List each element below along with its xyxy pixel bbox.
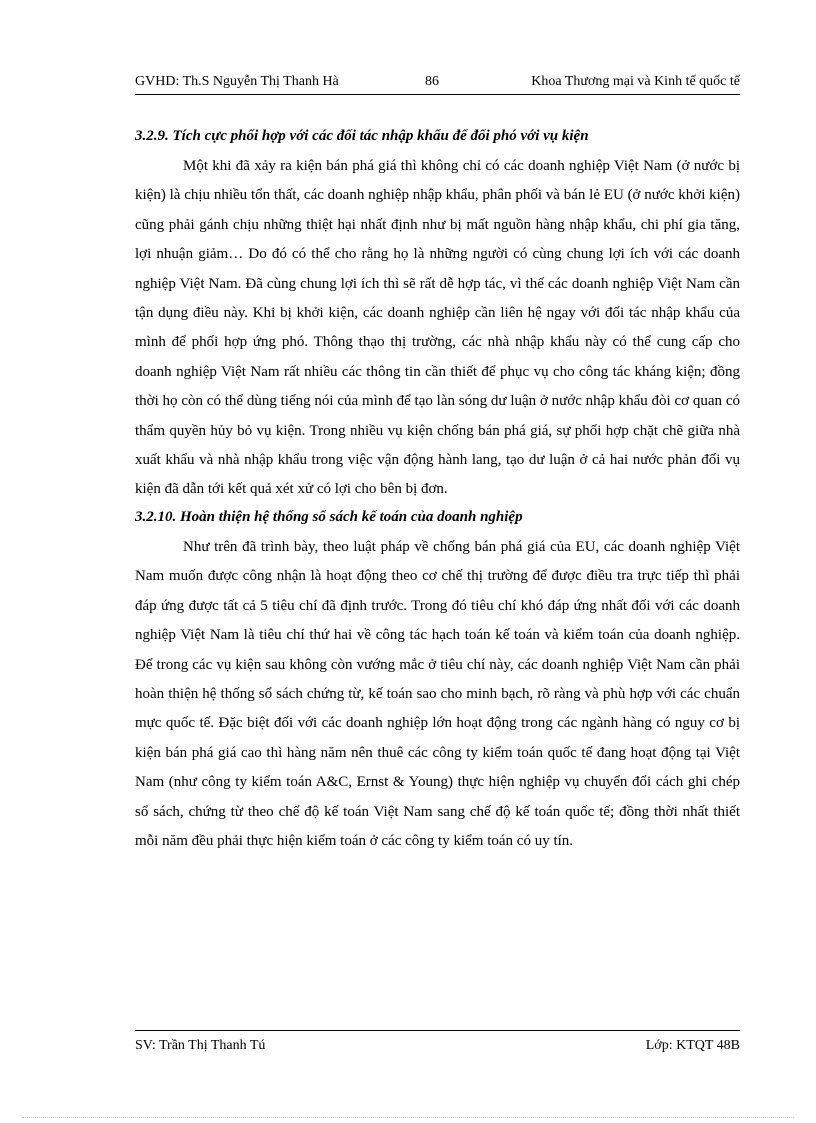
page-body bbox=[135, 126, 740, 856]
page-edge-divider bbox=[22, 1117, 794, 1118]
header-advisor: GVHD: Th.S Nguyễn Thị Thanh Hà bbox=[135, 74, 339, 89]
section-heading-3-2-10: 3.2.10. Hoàn thiện hệ thống sổ sách kế toán của doanh nghiệp bbox=[135, 508, 523, 525]
footer-student: SV: Trần Thị Thanh Tú bbox=[135, 1038, 266, 1053]
footer-class: Lớp: KTQT 48B bbox=[645, 1038, 740, 1053]
page-footer bbox=[135, 1030, 740, 1061]
header-faculty: Khoa Thương mại và Kinh tế quốc tế bbox=[531, 74, 740, 89]
section-paragraph-3-2-10: Như trên đã trình bày, theo luật pháp về chống bán phá giá của EU, các doanh nghiệp Việt Nam muốn được công nhận là hoạt động theo cơ chế thị trường để được điều tra trực tiếp thì phải đáp ứng được tất cả 5 tiêu chí đã định trước. Trong đó tiêu chí khó đáp ứng nhất đối với các doanh nghiệp Việt Nam là tiêu chí thứ hai về công tác hạch toán kế toán và kiểm toán của doanh nghiệp. Để trong các vụ kiện sau không còn vướng mắc ở tiêu chí này, các doanh nghiệp Việt Nam cần phải hoàn thiện hệ thống sổ sách chứng từ, kế toán sao cho minh bạch, rõ ràng và phù hợp với các chuẩn mực quốc tế. Đặc biệt đối với các doanh nghiệp lớn hoạt động trong các ngành hàng có nguy cơ bị kiện bán phá giá cao thì hàng năm nên thuê các công ty kiểm toán quốc tế đang hoạt động tại Việt Nam (như công ty kiểm toán A&C, Ernst & Young) thực hiện nghiệp vụ chuyển đổi cách ghi chép sổ sách, chứng từ theo chế độ kế toán Việt Nam sang chế độ kế toán quốc tế; đồng thời nhất thiết mỗi năm đều phải thực hiện kiểm toán ở các công ty kiểm toán có uy tín. bbox=[135, 538, 740, 849]
section-paragraph-3-2-9: Một khi đã xảy ra kiện bán phá giá thì không chỉ có các doanh nghiệp Việt Nam (ở nước bị kiện) là chịu nhiều tổn thất, các doanh nghiệp nhập khẩu, phân phối và bán lẻ EU (ở nước khởi kiện) cũng phải gánh chịu những thiệt hại nhất định như bị mất nguồn hàng nhập khẩu, chi phí gia tăng, lợi nhuận giảm… Do đó có thể cho rằng họ là những người có cùng chung lợi ích với các doanh nghiệp Việt Nam. Đã cùng chung lợi ích thì sẽ rất dễ hợp tác, vì thế các doanh nghiệp Việt Nam cần tận dụng điều này. Khi bị khởi kiện, các doanh nghiệp cần liên hệ ngay với đối tác nhập khẩu của mình để phối hợp ứng phó. Thông thạo thị trường, các nhà nhập khẩu này có thể cung cấp cho doanh nghiệp Việt Nam rất nhiều các thông tin cần thiết để phục vụ cho công tác kháng kiện; đồng thời họ còn có thể dùng tiếng nói của mình để tạo làn sóng dư luận ở nước nhập khẩu đòi cơ quan có thẩm quyền hủy bỏ vụ kiện. Trong nhiều vụ kiện chống bán phá giá, sự phối hợp chặt chẽ giữa nhà xuất khẩu và nhà nhập khẩu trong việc vận động hành lang, tạo dư luận ở cả hai nước phản đối vụ kiện đã dẫn tới kết quả xét xử có lợi cho bên bị đơn. bbox=[135, 158, 740, 498]
page-header bbox=[135, 72, 740, 95]
section-heading-3-2-9: 3.2.9. Tích cực phối hợp với các đối tác nhập khẩu để đối phó với vụ kiện bbox=[135, 128, 589, 144]
page-number: 86 bbox=[425, 74, 439, 89]
